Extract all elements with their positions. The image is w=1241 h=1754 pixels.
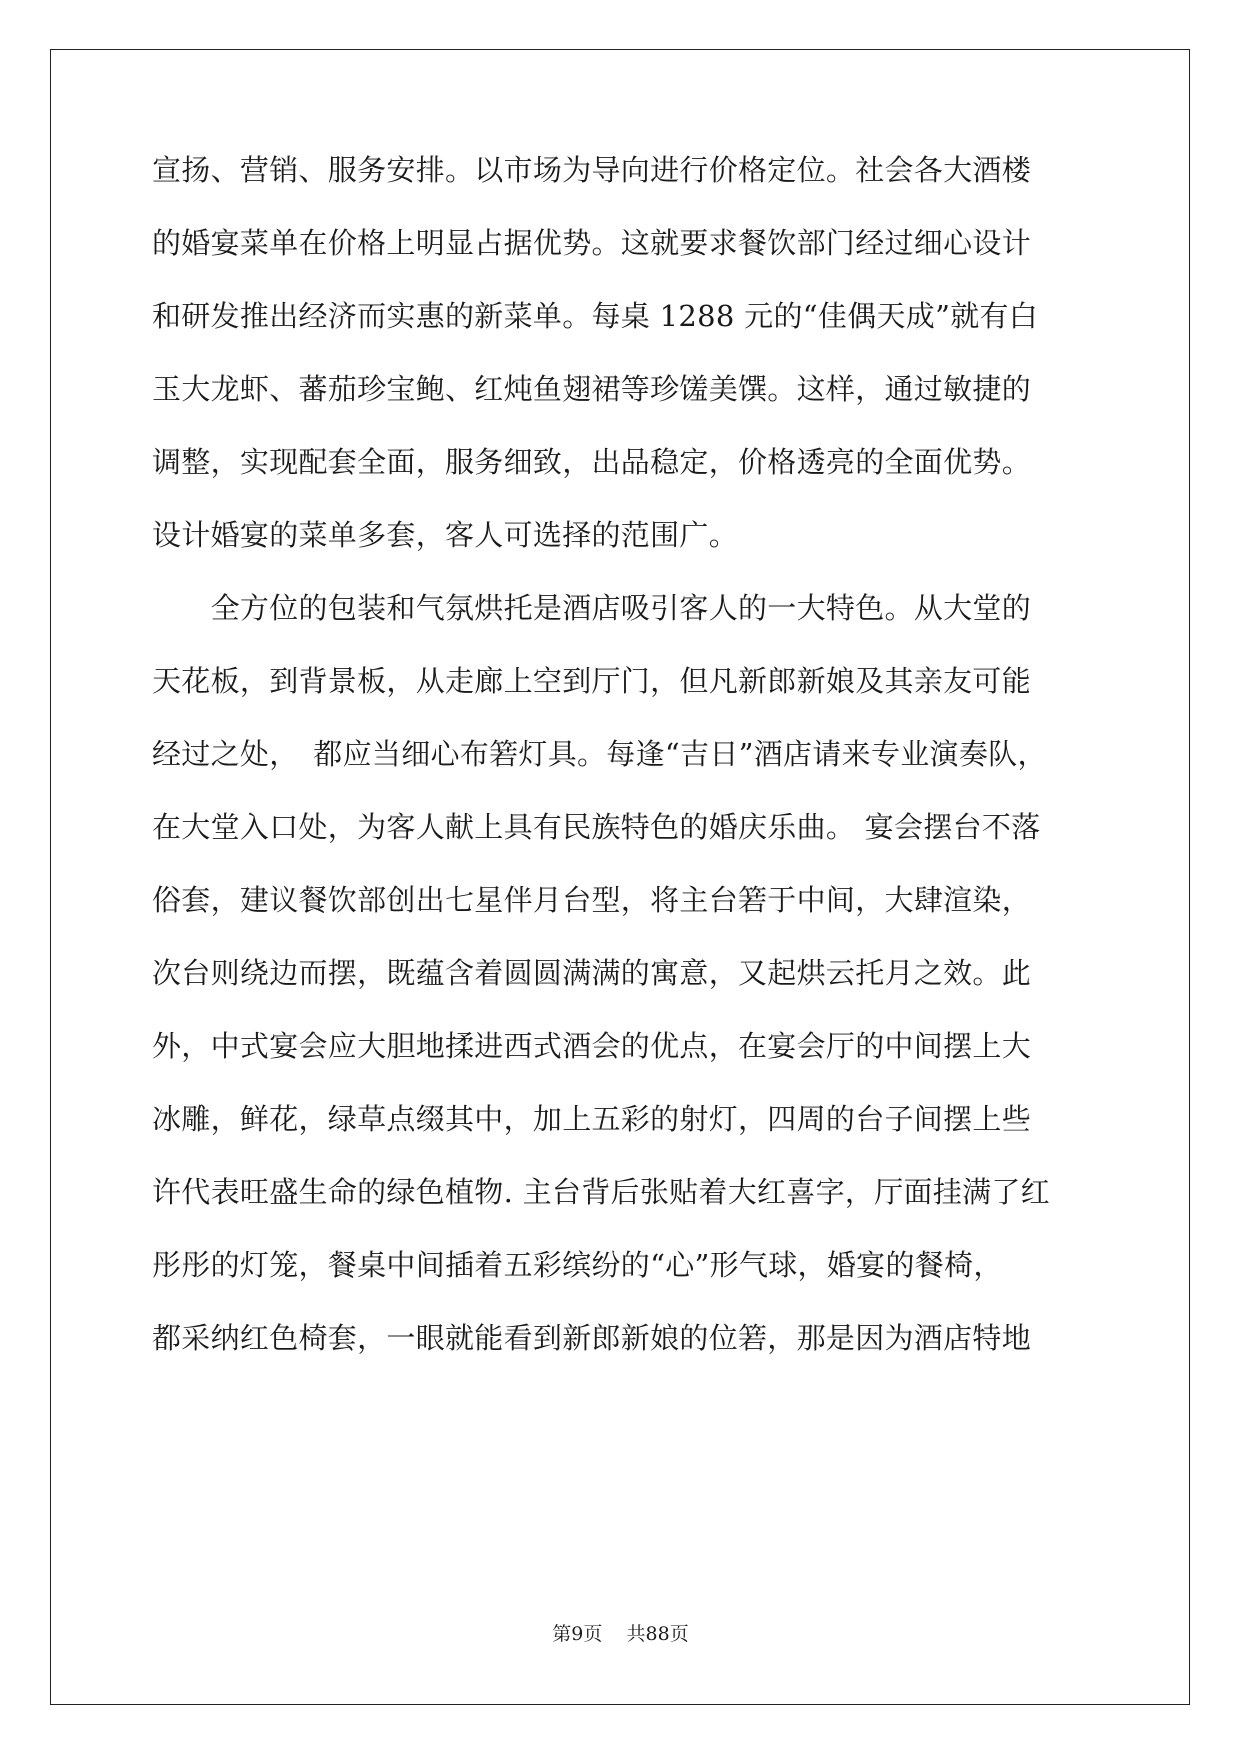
body-text-line: 外，中式宴会应大胆地揉进西式酒会的优点，在宴会厅的中间摆上大 [152, 1029, 1032, 1063]
footer-total-prefix: 共 [626, 1623, 646, 1645]
body-text-line: 宣扬、营销、服务安排。以市场为导向进行价格定位。社会各大酒楼 [152, 153, 1032, 187]
body-text-line: 冰雕，鲜花，绿草点缀其中，加上五彩的射灯，四周的台子间摆上些 [152, 1102, 1032, 1136]
footer-page-suffix: 页 [583, 1623, 603, 1645]
body-text-line: 彤彤的灯笼，餐桌中间插着五彩缤纷的“心”形气球，婚宴的餐椅， [152, 1248, 1003, 1282]
footer-page-number: 9 [571, 1623, 584, 1645]
body-text-line: 和研发推出经济而实惠的新菜单。每桌 1288 元的“佳偶天成”就有白 [152, 299, 1039, 333]
body-text-line: 次台则绕边而摆，既蕴含着圆圆满满的寓意，又起烘云托月之效。此 [152, 956, 1032, 990]
body-text-line: 都采纳红色椅套，一眼就能看到新郎新娘的位箬，那是因为酒店特地 [152, 1321, 1032, 1355]
body-text-line: 俗套，建议餐饮部创出七星伴月台型，将主台箬于中间，大肆渲染， [152, 883, 1032, 917]
body-text-line: 全方位的包装和气氛烘托是酒店吸引客人的一大特色。从大堂的 [152, 591, 1032, 625]
footer-total-suffix: 页 [669, 1623, 689, 1645]
body-text-line: 在大堂入口处，为客人献上具有民族特色的婚庆乐曲。 宴会摆台不落 [152, 810, 1041, 844]
body-text-line: 的婚宴菜单在价格上明显占据优势。这就要求餐饮部门经过细心设计 [152, 226, 1032, 260]
page-footer [0, 1622, 1241, 1646]
body-text-line: 调整，实现配套全面，服务细致，出品稳定，价格透亮的全面优势。 [152, 445, 1032, 479]
footer-page-prefix: 第 [552, 1623, 572, 1645]
footer-total-pages: 88 [645, 1623, 670, 1645]
body-text-line: 天花板，到背景板，从走廊上空到厅门，但凡新郎新娘及其亲友可能 [152, 664, 1032, 698]
body-text-line: 玉大龙虾、蕃茄珍宝鲍、红炖鱼翅裙等珍馐美馔。这样，通过敏捷的 [152, 372, 1032, 406]
body-text-line: 设计婚宴的菜单多套，客人可选择的范围广。 [152, 518, 739, 552]
body-text-line: 许代表旺盛生命的绿色植物. 主台背后张贴着大红喜字，厅面挂满了红 [152, 1175, 1051, 1209]
body-text-line: 经过之处， 都应当细心布箬灯具。每逢“吉日”酒店请来专业演奏队， [152, 737, 1047, 771]
